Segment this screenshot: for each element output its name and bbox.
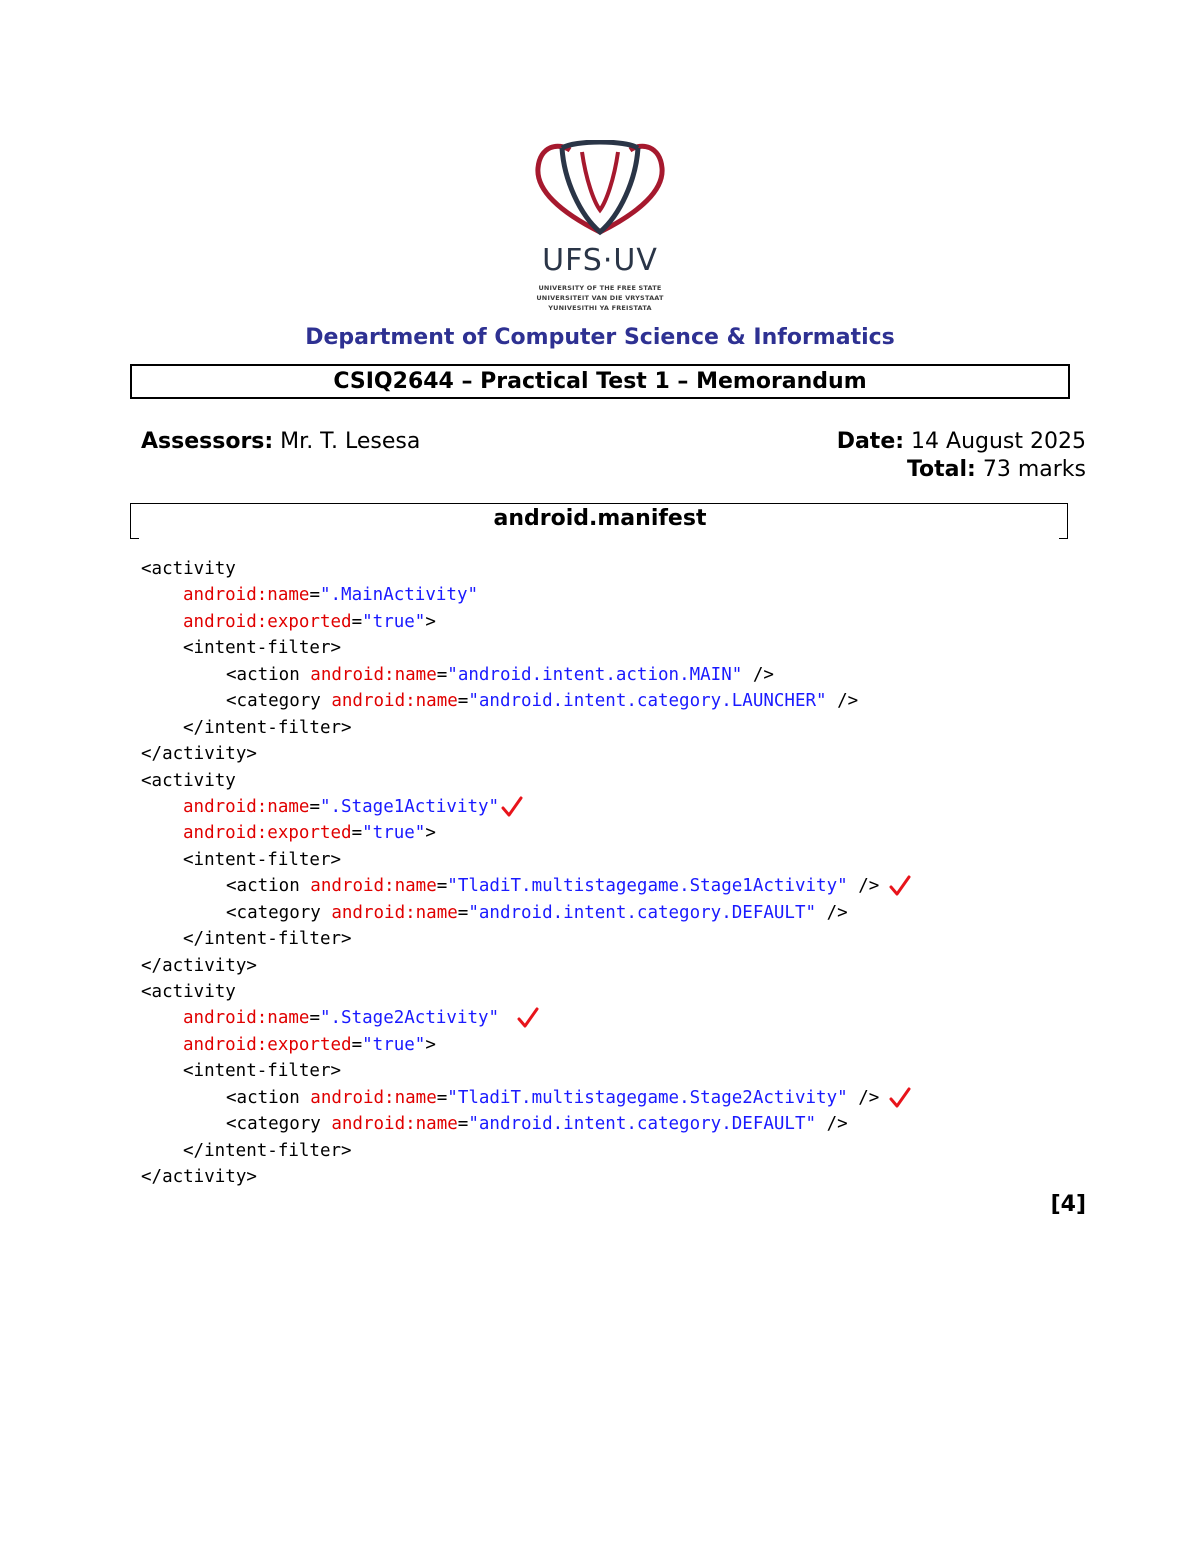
code-close: />	[742, 664, 774, 685]
university-logo	[530, 140, 670, 315]
code-eq: =	[351, 823, 363, 844]
code-tag: </intent-filter>	[183, 929, 352, 950]
code-line	[141, 741, 1091, 767]
date-label: Date:	[836, 429, 905, 454]
code-close: />	[816, 1114, 848, 1135]
code-value: "android.intent.category.DEFAULT"	[468, 902, 817, 923]
logo-subtitle-1: UNIVERSITY OF THE FREE STATE	[538, 284, 662, 292]
code-gt: >	[425, 1034, 436, 1055]
code-line	[141, 926, 1091, 952]
code-eq: =	[309, 796, 320, 817]
date-value: 14 August 2025	[904, 429, 1086, 454]
checkmark-icon	[889, 875, 911, 897]
code-line	[141, 1164, 1091, 1190]
code-close: />	[847, 876, 880, 897]
code-line	[141, 1005, 1091, 1031]
code-value: "android.intent.category.LAUNCHER"	[468, 691, 827, 712]
code-eq: =	[351, 1034, 363, 1055]
code-value: "true"	[362, 611, 426, 632]
code-tag: <intent-filter>	[183, 849, 342, 870]
code-value: ".Stage2Activity"	[319, 1008, 500, 1029]
code-attr: android:name	[310, 664, 437, 685]
code-block	[141, 556, 1091, 1191]
code-value: "TladiT.multistagegame.Stage2Activity"	[447, 1087, 848, 1108]
code-line	[141, 688, 1091, 714]
code-tag: <category	[226, 691, 332, 712]
code-close: />	[847, 1087, 880, 1108]
code-value: "true"	[362, 823, 426, 844]
code-close: />	[816, 902, 848, 923]
date	[837, 429, 1086, 454]
code-tag: </activity>	[141, 955, 257, 976]
code-line	[141, 609, 1091, 635]
code-attr: android:exported	[183, 611, 352, 632]
code-line	[141, 794, 1091, 820]
code-tag: </activity>	[141, 1167, 257, 1188]
code-line	[141, 953, 1091, 979]
code-line	[141, 582, 1091, 608]
code-line	[141, 1032, 1091, 1058]
code-eq: =	[351, 611, 363, 632]
code-eq: =	[436, 876, 448, 897]
code-attr: android:exported	[183, 823, 352, 844]
code-tag: <activity	[141, 982, 236, 1002]
code-line	[141, 873, 1091, 899]
code-value: "android.intent.category.DEFAULT"	[468, 1114, 817, 1135]
code-tag: <action	[226, 876, 311, 897]
logo-wordmark: UFS·UV	[542, 243, 658, 278]
code-tag: </intent-filter>	[183, 1140, 352, 1161]
total-marks	[907, 457, 1086, 482]
section-title: android.manifest	[493, 506, 707, 531]
ufs-heart-logo-icon	[530, 140, 670, 240]
code-tag: <intent-filter>	[183, 638, 342, 659]
total-label: Total:	[906, 457, 976, 482]
code-attr: android:name	[331, 691, 458, 712]
code-value: "true"	[362, 1034, 426, 1055]
code-tag: <action	[226, 1087, 311, 1108]
code-line	[141, 847, 1091, 873]
code-line	[141, 662, 1091, 688]
code-tag: <action	[226, 664, 311, 685]
department-heading: Department of Computer Science & Informatics	[305, 325, 895, 350]
code-eq: =	[309, 1008, 320, 1029]
code-line	[141, 979, 1091, 1005]
checkmark-icon	[501, 796, 523, 818]
code-line	[141, 556, 1091, 582]
code-tag: <category	[226, 1114, 332, 1135]
assessors-value: Mr. T. Lesesa	[273, 429, 421, 454]
code-line	[141, 715, 1091, 741]
code-tag: </intent-filter>	[183, 717, 352, 738]
code-gt: >	[425, 611, 436, 632]
code-eq: =	[457, 902, 469, 923]
code-tag: <activity	[141, 559, 236, 579]
checkmark-icon	[517, 1007, 539, 1029]
code-line	[141, 820, 1091, 846]
total-value: 73 marks	[975, 457, 1086, 482]
code-attr: android:name	[183, 796, 310, 817]
code-eq: =	[436, 664, 448, 685]
logo-subtitle-3: YUNIVESITHI YA FREISTATA	[548, 304, 652, 312]
code-eq: =	[457, 1114, 469, 1135]
code-attr: android:exported	[183, 1034, 352, 1055]
code-tag: <activity	[141, 770, 236, 791]
assessors-label: Assessors:	[141, 429, 274, 454]
section-marks: [4]	[1050, 1192, 1086, 1217]
document-title: CSIQ2644 – Practical Test 1 – Memorandum	[130, 364, 1070, 399]
code-close: />	[826, 691, 859, 712]
checkmark-icon	[889, 1087, 911, 1109]
code-line	[141, 1085, 1091, 1111]
code-eq: =	[457, 691, 469, 712]
code-line	[141, 635, 1091, 661]
code-eq: =	[309, 585, 320, 606]
code-attr: android:name	[310, 1087, 437, 1108]
code-tag: <category	[226, 902, 332, 923]
code-line	[141, 1111, 1091, 1137]
code-attr: android:name	[331, 1114, 458, 1135]
code-eq: =	[436, 1087, 448, 1108]
code-tag: </activity>	[141, 744, 257, 765]
logo-subtitle-2: UNIVERSITEIT VAN DIE VRYSTAAT	[536, 294, 664, 302]
code-value: "android.intent.action.MAIN"	[447, 664, 743, 685]
code-value: ".Stage1Activity"	[319, 796, 500, 817]
code-tag: <intent-filter>	[183, 1061, 342, 1082]
code-attr: android:name	[331, 902, 458, 923]
code-attr: android:name	[183, 585, 310, 606]
code-value: "TladiT.multistagegame.Stage1Activity"	[447, 876, 848, 897]
assessors	[141, 429, 420, 454]
code-line	[141, 768, 1091, 794]
code-attr: android:name	[310, 876, 437, 897]
code-attr: android:name	[183, 1008, 310, 1029]
code-value: ".MainActivity"	[319, 585, 479, 606]
code-line	[141, 900, 1091, 926]
code-gt: >	[425, 823, 436, 844]
code-line	[141, 1058, 1091, 1084]
code-line	[141, 1138, 1091, 1164]
